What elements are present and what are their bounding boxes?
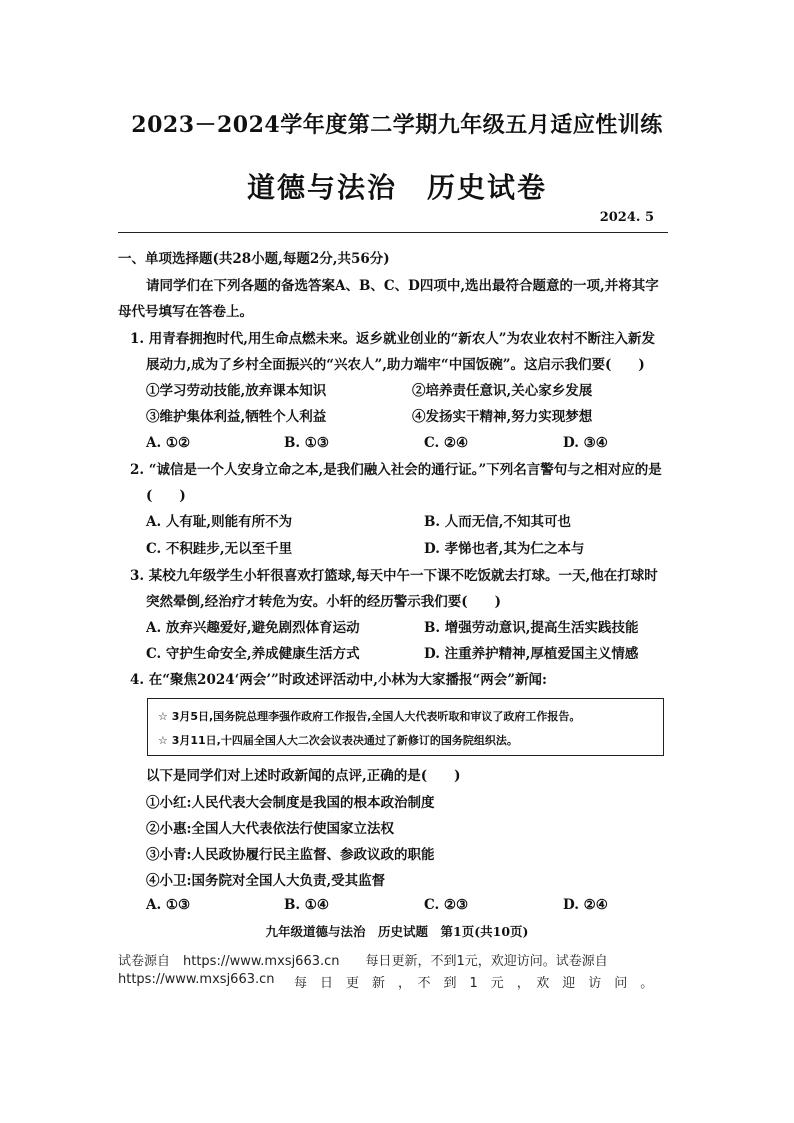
q2-choice-a: A. 人有耻,则能有所不为 xyxy=(146,514,293,530)
q1-choice-d: D. ③④ xyxy=(563,435,608,451)
q4-stem: 4. 在“聚焦2024‘两会’”时政述评活动中,小林为大家播报“两会”新闻: xyxy=(130,672,548,688)
news-box xyxy=(147,698,664,756)
q2-choice-b: B. 人而无信,不知其可也 xyxy=(424,514,572,530)
q3-choice-a: A. 放弃兴趣爱好,避免剧烈体育运动 xyxy=(146,620,360,636)
q1-choice-b: B. ①③ xyxy=(284,435,330,451)
section-instruction: 请同学们在下列各题的备选答案A、B、C、D四项中,选出最符合题意的一项,并将其字 xyxy=(146,278,659,294)
q3-choice-b: B. 增强劳动意识,提高生活实践技能 xyxy=(424,620,639,636)
exam-subtitle: 道德与法治 历史试卷 xyxy=(246,171,547,204)
watermark-line-2: 每 日 更 新 ， 不 到 1 元 ， 欢 迎 访 问 。 xyxy=(294,976,654,991)
q3-choice-c: C. 守护生命安全,养成健康生活方式 xyxy=(146,646,360,662)
exam-title: 2023－2024学年度第二学期九年级五月适应性训练 xyxy=(131,112,663,138)
q3-choice-d: D. 注重养护精神,厚植爱国主义情感 xyxy=(424,646,639,662)
watermark-link[interactable]: https://www.mxsj663.cn xyxy=(118,972,275,987)
section-instruction-cont: 母代号填写在答卷上。 xyxy=(118,304,253,320)
q3-stem-cont: 突然晕倒,经治疗才转危为安。小轩的经历警示我们要( ) xyxy=(146,594,501,610)
q1-option-4: ④发扬实干精神,努力实现梦想 xyxy=(412,409,593,425)
exam-date: 2024. 5 xyxy=(599,210,654,225)
header-divider xyxy=(118,232,668,233)
q2-choice-c: C. 不积跬步,无以至千里 xyxy=(146,541,293,557)
news-item-2: ☆ 3月11日,十四届全国人大二次会议表决通过了新修订的国务院组织法。 xyxy=(158,734,518,747)
q4-choice-d: D. ②④ xyxy=(563,897,608,913)
q4-choice-c: C. ②③ xyxy=(424,897,469,913)
q2-stem: 2. “诚信是一个人安身立命之本,是我们融入社会的通行证。”下列名言警句与之相对应的是 xyxy=(130,462,662,478)
q4-option-1: ①小红:人民代表大会制度是我国的根本政治制度 xyxy=(146,795,435,811)
q4-question: 以下是同学们对上述时政新闻的点评,正确的是( ) xyxy=(146,768,461,784)
q1-option-3: ③维护集体利益,牺牲个人利益 xyxy=(146,409,327,425)
q4-choice-b: B. ①④ xyxy=(284,897,330,913)
watermark-line-1: 试卷源自 https://www.mxsj663.cn 每日更新，不到1元，欢迎访问。试卷源自 xyxy=(118,954,608,969)
q2-stem-cont: ( ) xyxy=(146,488,186,504)
q1-stem-cont: 展动力,成为了乡村全面振兴的“兴农人”,助力端牢“中国饭碗”。这启示我们要( ) xyxy=(146,357,645,373)
section-heading: 一、单项选择题(共28小题,每题2分,共56分) xyxy=(118,251,390,267)
q3-stem: 3. 某校九年级学生小轩很喜欢打篮球,每天中午一下课不吃饭就去打球。一天,他在打球时 xyxy=(130,568,658,584)
q1-choice-c: C. ②④ xyxy=(424,435,469,451)
q4-option-4: ④小卫:国务院对全国人大负责,受其监督 xyxy=(146,873,386,889)
q1-option-1: ①学习劳动技能,放弃课本知识 xyxy=(146,383,327,399)
page-footer: 九年级道德与法治 历史试题 第1页(共10页) xyxy=(265,924,529,939)
q4-option-2: ②小惠:全国人大代表依法行使国家立法权 xyxy=(146,821,394,837)
q1-option-2: ②培养责任意识,关心家乡发展 xyxy=(412,383,593,399)
q4-option-3: ③小青:人民政协履行民主监督、参政议政的职能 xyxy=(146,847,435,863)
q2-choice-d: D. 孝悌也者,其为仁之本与 xyxy=(424,541,585,557)
q1-stem: 1. 用青春拥抱时代,用生命点燃未来。返乡就业创业的“新农人”为农业农村不断注入新发 xyxy=(130,331,656,347)
q1-choice-a: A. ①② xyxy=(146,435,191,451)
news-item-1: ☆ 3月5日,国务院总理李强作政府工作报告,全国人大代表听取和审议了政府工作报告。 xyxy=(158,710,581,723)
q4-choice-a: A. ①③ xyxy=(146,897,191,913)
